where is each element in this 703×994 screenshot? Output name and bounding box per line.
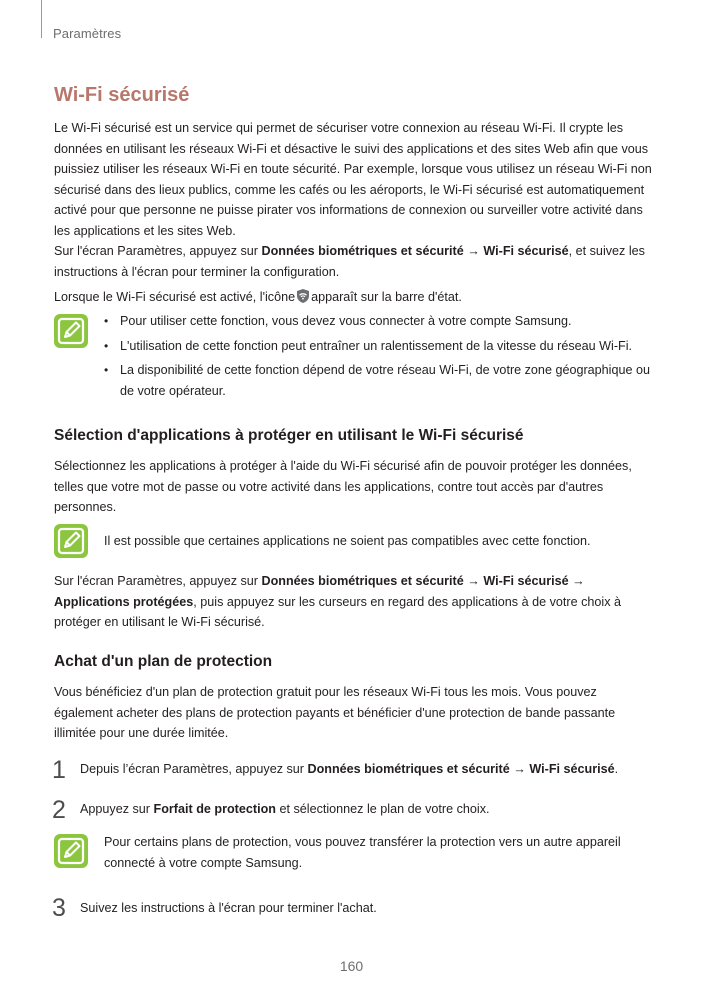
step-number: 2 xyxy=(52,796,66,824)
page-title: Wi-Fi sécurisé xyxy=(54,84,190,106)
note-pencil-icon xyxy=(54,834,88,868)
intro-paragraph: Le Wi-Fi sécurisé est un service qui permet de sécuriser votre connexion au réseau Wi-Fi. Il crypte les données en utilisant les réseaux Wi-Fi et désactive le suivi des applications et des sites Web afin que vous puissiez utiliser les réseaux Wi-Fi en toute sécurité. Par exemple, lorsque vous utilisez un réseau Wi-Fi non sécurisé dans des lieux publics, comme les cafés ou les aéroports, le Wi-Fi sécurisé est automatiquement activé pour que personne ne puisse pirater vos informations de connexion ou surveiller votre activité dans les applications et les sites Web. xyxy=(54,121,652,238)
menu-path-security: Données biométriques et sécurité xyxy=(307,762,510,776)
step-number: 1 xyxy=(52,756,66,784)
menu-path-protection-plan: Forfait de protection xyxy=(153,802,276,816)
list-item xyxy=(104,336,664,357)
section-heading-purchase-plan: Achat d'un plan de protection xyxy=(54,653,273,670)
status-text-end: apparaît sur la barre d'état. xyxy=(311,290,462,304)
note-pencil-icon xyxy=(54,314,88,348)
setup-paragraph xyxy=(54,241,654,282)
running-header: Paramètres xyxy=(53,26,122,41)
page-number: 160 xyxy=(339,958,364,974)
menu-path-protected-apps: Applications protégées xyxy=(54,594,194,609)
bullet-dot: • xyxy=(104,363,109,377)
bullet-dot: • xyxy=(104,338,109,353)
arrow: → xyxy=(509,762,530,776)
note-pencil-icon xyxy=(54,524,88,558)
step-2-text xyxy=(80,799,660,820)
bullet-dot: • xyxy=(104,314,109,328)
step-1-text xyxy=(80,759,660,780)
arrow: → xyxy=(568,574,585,588)
list-item xyxy=(104,311,664,332)
step-text: Depuis l’écran Paramètres, appuyez sur xyxy=(80,762,308,776)
steps-text-end: , puis appuyez sur les curseurs en regard des applications à de votre choix à protéger en utilisant le Wi-Fi sécurisé. xyxy=(54,594,621,629)
arrow: → xyxy=(463,574,484,588)
note-list xyxy=(104,311,664,405)
section2-body: Vous bénéficiez d'un plan de protection gratuit pour les réseaux Wi-Fi tous les mois. Vous pouvez également acheter des plans de protection payants et bénéficier d'une protection de bande passante illimitée pour une durée limitée. xyxy=(54,685,616,740)
step-text-end: et sélectionnez le plan de votre choix. xyxy=(275,802,490,816)
section-heading-select-apps: Sélection d'applications à protéger en utilisant le Wi-Fi sécurisé xyxy=(54,427,524,444)
note-text: L'utilisation de cette fonction peut entraîner un ralentissement de la vitesse du réseau Wi-Fi. xyxy=(120,338,633,353)
section1-steps xyxy=(54,571,654,633)
page-edge-rule xyxy=(41,0,42,38)
section1-note: Il est possible que certaines applications ne soient pas compatibles avec cette fonction. xyxy=(104,534,591,548)
arrow: → xyxy=(463,244,484,258)
status-paragraph xyxy=(54,287,654,308)
menu-path-secure-wifi: Wi-Fi sécurisé xyxy=(483,244,569,258)
menu-path-secure-wifi: Wi-Fi sécurisé xyxy=(483,574,569,588)
note-text: Pour utiliser cette fonction, vous devez vous connecter à votre compte Samsung. xyxy=(120,314,572,328)
step-3-text: Suivez les instructions à l'écran pour terminer l'achat. xyxy=(80,901,377,915)
menu-path-secure-wifi: Wi-Fi sécurisé xyxy=(529,762,615,776)
step-text: Appuyez sur xyxy=(80,802,154,816)
menu-path-security: Données biométriques et sécurité xyxy=(261,244,464,258)
note-text: La disponibilité de cette fonction dépend de votre réseau Wi-Fi, de votre zone géographique ou de votre opérateur. xyxy=(120,363,650,398)
section2-note: Pour certains plans de protection, vous pouvez transférer la protection vers un autre appareil connecté à votre compte Samsung. xyxy=(104,835,621,870)
setup-text: Sur l'écran Paramètres, appuyez sur xyxy=(54,244,262,258)
secure-wifi-shield-icon xyxy=(297,289,309,303)
step-number: 3 xyxy=(52,894,66,922)
status-text: Lorsque le Wi-Fi sécurisé est activé, l'icône xyxy=(54,290,296,304)
steps-text: Sur l'écran Paramètres, appuyez sur xyxy=(54,574,262,588)
list-item xyxy=(104,360,664,401)
setup-text-end: , et suivez les instructions à l'écran pour terminer la configuration. xyxy=(54,244,645,279)
menu-path-security: Données biométriques et sécurité xyxy=(261,574,464,588)
step-text-end: . xyxy=(614,762,619,776)
section1-body: Sélectionnez les applications à protéger à l'aide du Wi-Fi sécurisé afin de pouvoir protéger les données, telles que votre mot de passe ou votre activité dans les applications, contre tout accès par d'autres personnes. xyxy=(54,459,632,514)
